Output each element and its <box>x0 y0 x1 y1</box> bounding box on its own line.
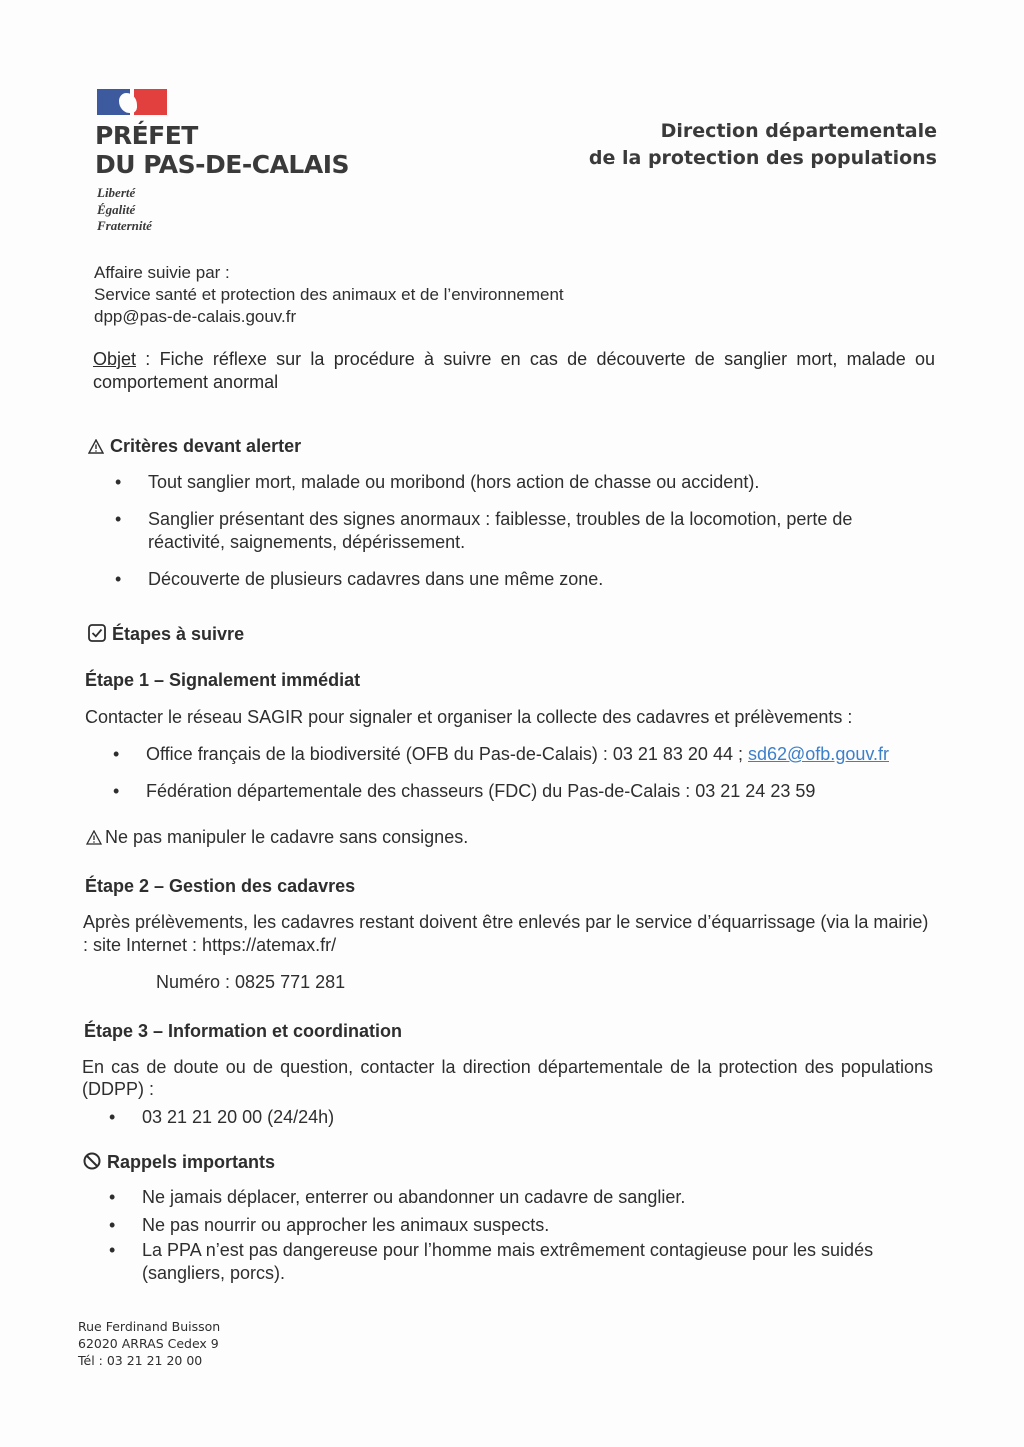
footer-street: Rue Ferdinand Buisson <box>78 1319 221 1334</box>
direction-line-1: Direction départementale <box>660 120 937 142</box>
list-item: • Fédération départementale des chasseurs (FDC) du Pas-de-Calais : 03 21 24 23 59 <box>146 780 946 803</box>
footer-address <box>78 1318 220 1369</box>
rappels-list <box>142 1186 942 1285</box>
etape3-list <box>142 1106 842 1129</box>
list-item: • Ne pas nourrir ou approcher les animaux suspects. <box>142 1214 942 1237</box>
etape1-title: Étape 1 – Signalement immédiat <box>85 670 361 690</box>
affaire-service: Service santé et protection des animaux et de l’environnement <box>94 285 564 304</box>
direction-line-2: de la protection des populations <box>588 147 937 169</box>
footer-phone: Tél : 03 21 21 20 00 <box>78 1353 203 1368</box>
republic-motto <box>97 185 152 235</box>
etape2-numero: Numéro : 0825 771 281 <box>156 972 346 992</box>
list-item: • Ne jamais déplacer, enterrer ou abandonner un cadavre de sanglier. <box>142 1186 942 1209</box>
warning-icon <box>88 438 104 459</box>
direction-title <box>589 118 937 172</box>
criteres-heading <box>88 436 301 459</box>
objet-label: Objet <box>93 349 137 369</box>
motto-fraternite: Fraternité <box>97 218 152 233</box>
list-item: • Tout sanglier mort, malade ou moribond (hors action de chasse ou accident). <box>148 471 928 494</box>
prefet-line-2: DU PAS-DE-CALAIS <box>95 150 349 179</box>
ofb-contact: Office français de la biodiversité (OFB du Pas-de-Calais) : 03 21 83 20 44 ; <box>146 744 748 764</box>
affaire-label: Affaire suivie par : <box>94 263 230 282</box>
objet-block <box>93 348 935 394</box>
motto-liberte: Liberté <box>97 185 136 200</box>
etape1-list <box>146 743 946 803</box>
warning-icon <box>86 828 102 850</box>
rappels-title: Rappels importants <box>107 1152 276 1172</box>
etape1-intro: Contacter le réseau SAGIR pour signaler et organiser la collecte des cadavres et prélèvements : <box>85 707 853 727</box>
list-item: • La PPA n’est pas dangereuse pour l’homme mais extrêmement contagieuse pour les suidés (sangliers, porcs). <box>142 1239 942 1285</box>
list-item <box>146 743 946 766</box>
footer-city: 62020 ARRAS Cedex 9 <box>78 1336 219 1351</box>
etapes-title: Étapes à suivre <box>112 624 245 644</box>
ofb-email-link[interactable]: sd62@ofb.gouv.fr <box>747 744 890 764</box>
etape1-warning-text: Ne pas manipuler le cadavre sans consignes. <box>105 827 469 847</box>
list-item: • 03 21 21 20 00 (24/24h) <box>142 1106 842 1129</box>
rappels-heading <box>83 1152 275 1175</box>
etape1-warning <box>86 826 468 850</box>
marianne-logo <box>97 89 167 115</box>
etape2-title: Étape 2 – Gestion des cadavres <box>85 876 356 896</box>
criteres-list <box>148 471 928 591</box>
criteres-title: Critères devant alerter <box>110 436 302 456</box>
objet-text: : Fiche réflexe sur la procédure à suivre en cas de découverte de sanglier mort, malade ou comportement anormal <box>93 349 935 392</box>
prohibited-icon <box>83 1152 101 1175</box>
motto-egalite: Égalité <box>97 201 136 217</box>
prefet-line-1: PRÉFET <box>95 121 198 150</box>
etape2-text: Après prélèvements, les cadavres restant doivent être enlevés par le service d’équarrissage (via la mairie) : site Internet : https://atemax.fr/ <box>83 912 929 955</box>
affaire-email[interactable]: dpp@pas-de-calais.gouv.fr <box>94 307 297 326</box>
affaire-block <box>94 262 564 328</box>
etape3-text: En cas de doute ou de question, contacter la direction départementale de la protection des populations (DDPP) : <box>82 1057 933 1099</box>
etapes-heading <box>88 624 244 647</box>
etape3-title: Étape 3 – Information et coordination <box>84 1021 403 1041</box>
list-item: • Découverte de plusieurs cadavres dans une même zone. <box>148 568 928 591</box>
list-item: • Sanglier présentant des signes anormaux : faiblesse, troubles de la locomotion, perte de réactivité, saignements, dépérissement. <box>148 508 928 554</box>
prefecture-name <box>95 121 349 179</box>
checkbox-icon <box>88 624 106 647</box>
flag-red <box>134 89 167 115</box>
